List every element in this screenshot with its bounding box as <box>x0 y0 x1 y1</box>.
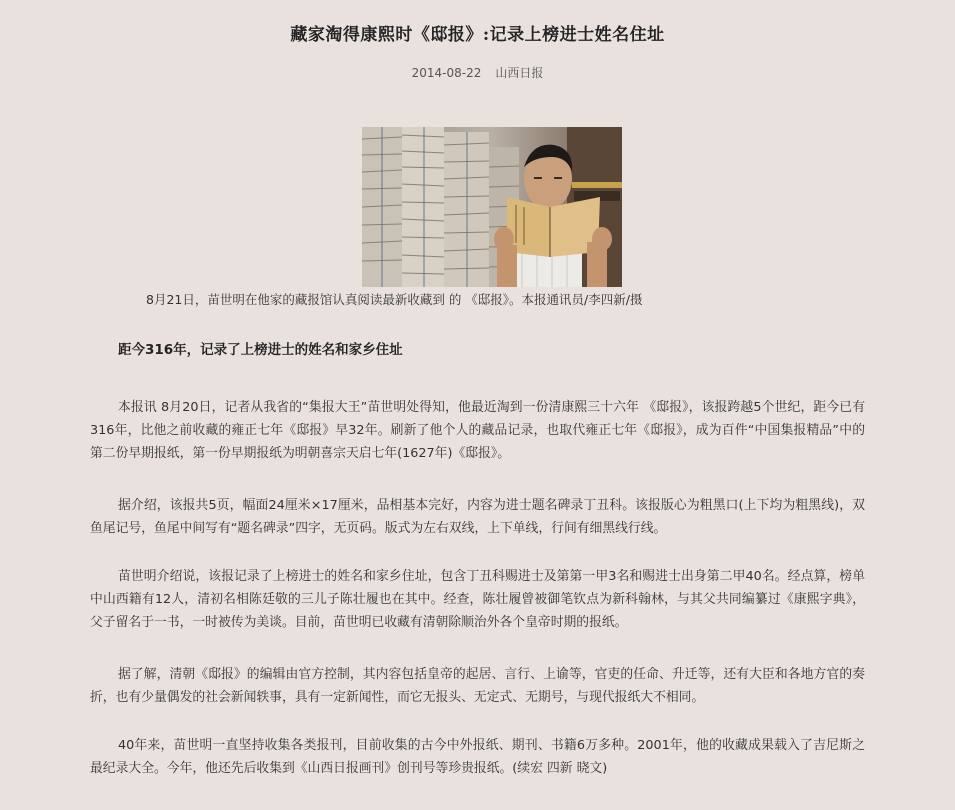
article-title: 藏家淘得康熙时《邸报》:记录上榜进士姓名住址 <box>290 25 665 45</box>
photo-caption: 8月21日，苗世明在他家的藏报馆认真阅读最新收藏到 的 《邸报》。本报通讯员/李四新/摄 <box>146 292 643 307</box>
article-paragraph: 据介绍，该报共5页，幅面24厘米×17厘米，品相基本完好，内容为进士题名碑录丁丑科。该报版心为粗黑口(上下均为粗黑线)，双鱼尾记号，鱼尾中间写有“题名碑录”四字，无页码。版式为左右双线，上下单线，行间有细黑线行线。 <box>90 497 865 536</box>
collector-reading-newspaper-image <box>362 127 622 287</box>
article-subheading: 距今316年，记录了上榜进士的姓名和家乡住址 <box>118 342 403 358</box>
article-meta <box>0 64 955 81</box>
article-paragraph: 据了解，清朝《邸报》的编辑由官方控制，其内容包括皇帝的起居、言行、上谕等，官吏的任命、升迁等，还有大臣和各地方官的奏折，也有少量偶发的社会新闻轶事，具有一定新闻性，而它无报头、无定式、无期号，与现代报纸大不相同。 <box>90 666 865 705</box>
article-photo <box>362 127 622 287</box>
article-paragraph: 本报讯 8月20日，记者从我省的“集报大王”苗世明处得知，他最近淘到一份清康熙三十六年 《邸报》，该报跨越5个世纪，距今已有316年，比他之前收藏的雍正七年《邸报》早32年。刷新了他个人的藏品记录，也取代雍正七年《邸报》，成为百件“中国集报精品”中的第二份早期报纸，第一份早期报纸为明朝喜宗天启七年(1627年)《邸报》。 <box>90 399 865 461</box>
publish-date: 2014-08-22 <box>411 66 482 80</box>
article-paragraph: 苗世明介绍说，该报记录了上榜进士的姓名和家乡住址，包含丁丑科赐进士及第第一甲3名和赐进士出身第二甲40名。经点算，榜单中山西籍有12人，清初名相陈廷敬的三儿子陈壮履也在其中。经查，陈壮履曾被御笔钦点为新科翰林，与其父共同编纂过《康熙字典》，父子留名于一书，一时被传为美谈。目前，苗世明已收藏有清朝除顺治外各个皇帝时期的报纸。 <box>90 568 865 630</box>
article-paragraph: 40年来，苗世明一直坚持收集各类报刊，目前收集的古今中外报纸、期刊、书籍6万多种。2001年，他的收藏成果载入了吉尼斯之最纪录大全。今年，他还先后收集到《山西日报画刊》创刊号等珍贵报纸。(续宏 四新 晓文) <box>90 737 865 776</box>
source-name: 山西日报 <box>495 66 544 80</box>
